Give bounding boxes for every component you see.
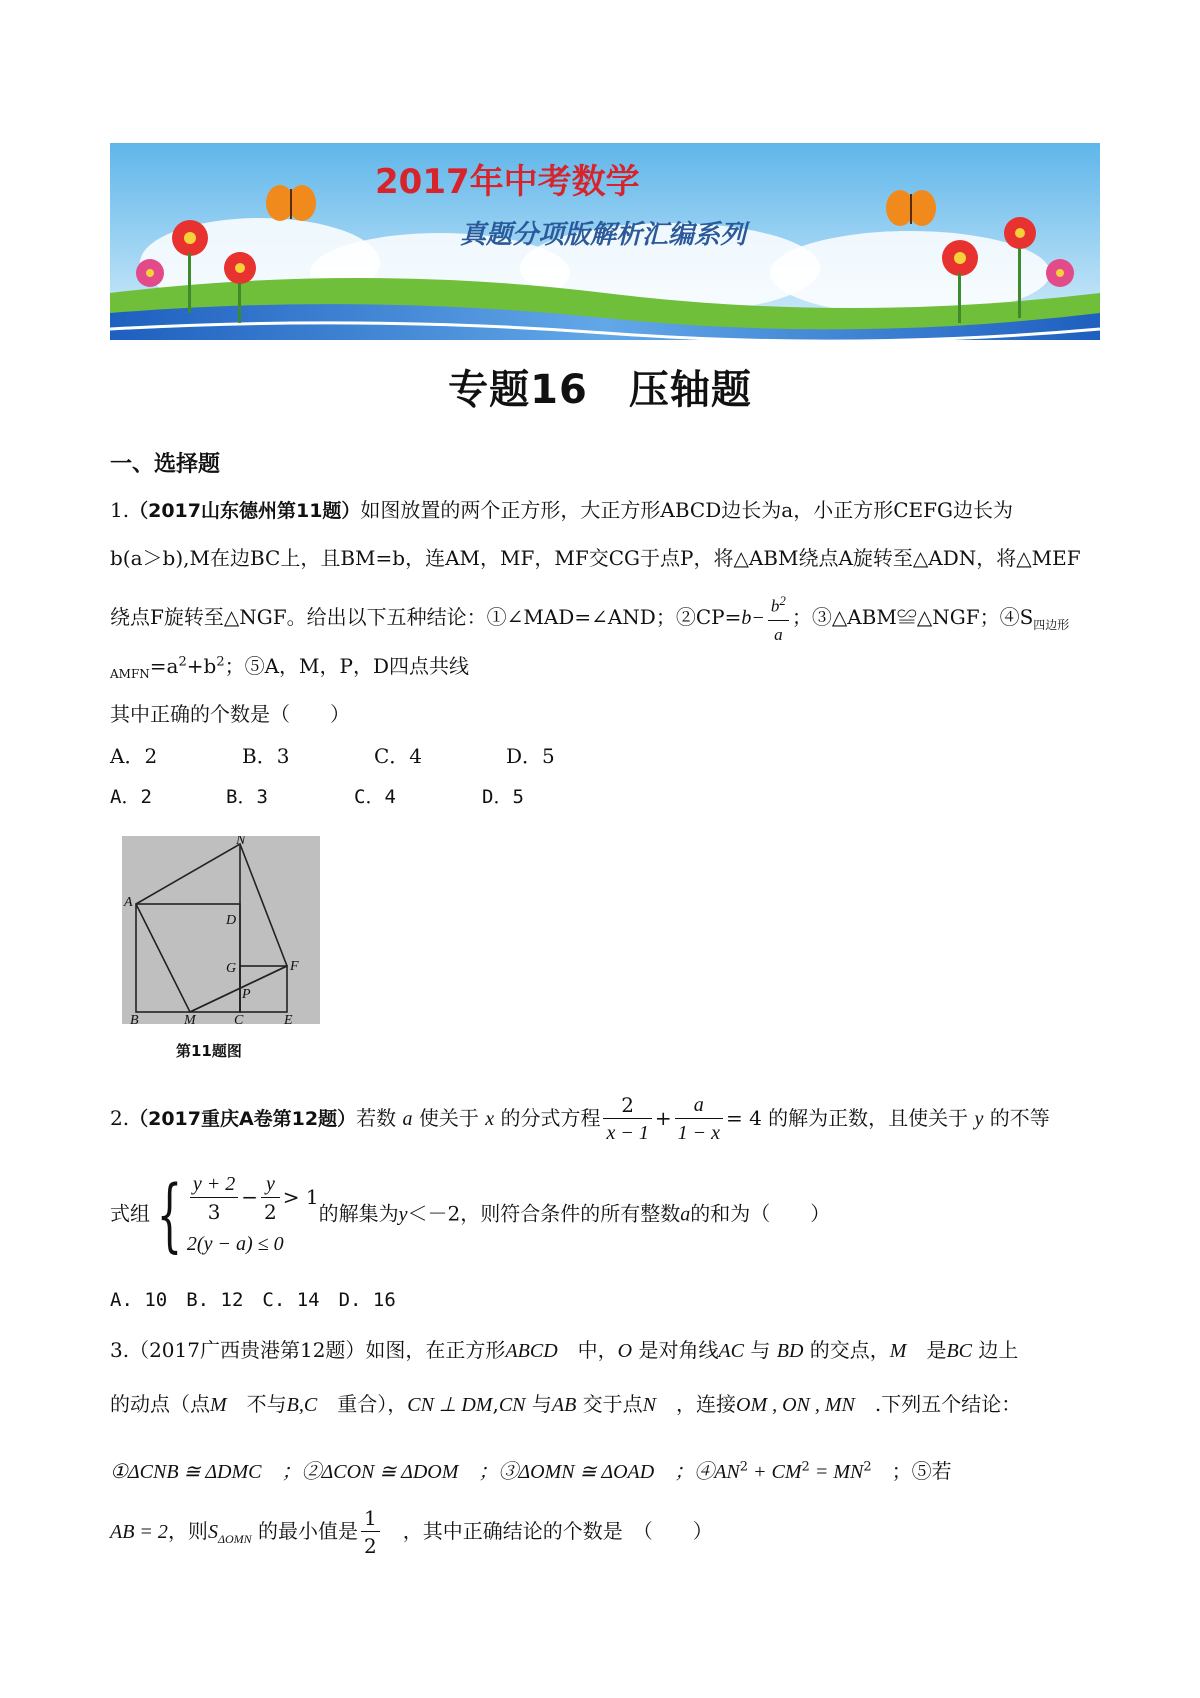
q1-line-4 bbox=[110, 650, 469, 681]
label-g: G bbox=[226, 961, 237, 976]
q3-half bbox=[361, 1505, 380, 1560]
q1-text-4b: +b bbox=[186, 654, 217, 678]
q3-n: N bbox=[642, 1394, 656, 1416]
q2-text-2a: 式组 bbox=[110, 1201, 150, 1226]
q1-text-4c: ；⑤A，M，P，D四点共线 bbox=[224, 654, 470, 678]
label-c: C bbox=[234, 1013, 244, 1024]
header-banner bbox=[110, 143, 1100, 340]
q2-var-a: a bbox=[402, 1108, 413, 1130]
q2-text-1b: 使关于 bbox=[418, 1106, 479, 1130]
q3-comma: , bbox=[492, 1392, 499, 1416]
label-m: M bbox=[184, 1013, 196, 1024]
label-p: P bbox=[242, 987, 251, 1002]
q2-line-2 bbox=[110, 1168, 830, 1262]
q2-source: （2017重庆A卷第12题） bbox=[129, 1108, 357, 1130]
q3-half-den: 2 bbox=[364, 1534, 377, 1558]
q2-text-1e: 的不等 bbox=[989, 1106, 1050, 1130]
q1-number: 1. bbox=[110, 498, 130, 522]
q3-text-1d: 与 bbox=[750, 1338, 771, 1362]
q3-sup-1: 2 bbox=[739, 1459, 749, 1475]
q2-s1-num1: y + 2 bbox=[190, 1171, 238, 1198]
q3-bc: BC bbox=[946, 1340, 973, 1362]
q1-frac-num: b bbox=[770, 596, 780, 616]
q3-cn: CN bbox=[498, 1394, 526, 1416]
q3-text-3end: ；⑤若 bbox=[891, 1459, 952, 1483]
q1-sup-2: 2 bbox=[216, 654, 225, 670]
banner-subheading: 真题分项版解析汇编系列 bbox=[460, 220, 747, 250]
q1-source: （2017山东德州第11题） bbox=[129, 500, 361, 522]
q2-options: A. 10 B. 12 C. 14 D. 16 bbox=[110, 1289, 396, 1311]
q2-s1-den1: 3 bbox=[207, 1200, 221, 1224]
q2-fraction-1 bbox=[603, 1092, 651, 1147]
q1-frac-sup: 2 bbox=[779, 593, 786, 608]
q2-text-2b: 的解集为 bbox=[318, 1201, 399, 1226]
q3-half-num: 1 bbox=[361, 1505, 380, 1532]
q3-s: S bbox=[207, 1521, 218, 1543]
q1-figure-caption: 第11题图 bbox=[176, 1042, 242, 1060]
q3-text-2c: 重合）， bbox=[337, 1392, 408, 1416]
page-title: 专题16 压轴题 bbox=[448, 367, 752, 413]
q1-text-4a: =a bbox=[149, 654, 179, 678]
q1-sup-1: 2 bbox=[178, 654, 187, 670]
q3-ac: AC bbox=[718, 1340, 745, 1362]
q2-brace: { bbox=[156, 1168, 183, 1261]
q2-s1-den2: 2 bbox=[264, 1200, 277, 1224]
q3-text-4b: 的最小值是 bbox=[258, 1519, 359, 1543]
q3-o: O bbox=[617, 1340, 633, 1362]
q2-f1-den: x − 1 bbox=[606, 1122, 649, 1144]
banner-heading: 2017年中考数学 bbox=[375, 162, 640, 202]
q1-line-3 bbox=[110, 588, 1069, 649]
q3-text-1g: 边上 bbox=[978, 1338, 1019, 1362]
q2-text-2d: 的和为（ ） bbox=[690, 1201, 831, 1226]
q1-option-a: A．2 bbox=[110, 744, 158, 768]
q1-sub-quad: 四边形 bbox=[1033, 617, 1070, 632]
q2-text-2c: ＜－2，则符合条件的所有整数 bbox=[407, 1201, 681, 1226]
q2-text-1d: 的解为正数，且使关于 bbox=[768, 1106, 969, 1130]
q1-option-b: B．3 bbox=[242, 744, 290, 768]
banner-illustration bbox=[110, 143, 1100, 340]
q1-ask: 其中正确的个数是（ ） bbox=[110, 702, 350, 726]
label-n: N bbox=[236, 836, 246, 848]
q3-bc-2: B,C bbox=[286, 1394, 318, 1416]
q1-options-b bbox=[110, 782, 524, 809]
q3-text-1a: 3.（2017广西贵港第12题）如图，在正方形 bbox=[110, 1338, 506, 1362]
q3-an: AN bbox=[714, 1461, 740, 1483]
q3-ab-eq: AB = 2 bbox=[110, 1521, 168, 1543]
q1-option-c-alt: C．4 bbox=[354, 786, 396, 808]
q3-line-3 bbox=[110, 1455, 952, 1484]
q2-var-a-2: a bbox=[680, 1203, 691, 1226]
q2-var-y-2: y bbox=[398, 1203, 408, 1226]
q3-abcd: ABCD bbox=[505, 1340, 558, 1362]
q2-system bbox=[187, 1168, 319, 1262]
q3-bd: BD bbox=[776, 1340, 804, 1362]
q1-text-1: 如图放置的两个正方形，大正方形ABCD边长为a，小正方形CEFG边长为 bbox=[360, 498, 1013, 522]
label-a: A bbox=[124, 895, 133, 910]
q2-f2-num: a bbox=[675, 1092, 723, 1119]
q2-number: 2. bbox=[110, 1106, 130, 1130]
q2-line-1 bbox=[110, 1092, 1050, 1147]
q2-s1-minus: − bbox=[241, 1185, 259, 1209]
q3-ab: AB bbox=[551, 1394, 577, 1416]
q3-text-1b: 中， bbox=[577, 1338, 618, 1362]
q2-text-1c: 的分式方程 bbox=[500, 1106, 601, 1130]
q3-conclusions: ①ΔCNB ≅ ΔDMC ；②ΔCON ≅ ΔDOM ；③ΔOMN ≅ ΔOAD ；④ bbox=[110, 1461, 715, 1483]
q2-f2-den: 1 − x bbox=[677, 1122, 720, 1144]
q3-text-1e: 的交点， bbox=[809, 1338, 890, 1362]
q1-text-3c: ；③△ABM≌△NGF；④S bbox=[791, 604, 1034, 629]
q2-var-y: y bbox=[974, 1108, 984, 1130]
q2-f1-num: 2 bbox=[603, 1092, 651, 1119]
q3-text-2f: ，连接 bbox=[676, 1392, 736, 1416]
q1-option-c: C．4 bbox=[374, 744, 423, 768]
q3-text-2g: .下列五个结论： bbox=[874, 1392, 1022, 1416]
q3-text-2d: 与 bbox=[531, 1392, 552, 1416]
q2-plus: + bbox=[654, 1106, 672, 1130]
q3-text-4a: ，则 bbox=[167, 1519, 208, 1543]
q3-text-1f: 是 bbox=[926, 1338, 947, 1362]
q3-text-2a: 的动点（点 bbox=[110, 1392, 210, 1416]
q1-line-1 bbox=[110, 494, 1013, 523]
q2-s1-rest: > 1 bbox=[282, 1185, 319, 1209]
q3-s-sub: ΔOMN bbox=[217, 1532, 252, 1546]
q3-sup-2: 2 bbox=[801, 1459, 810, 1475]
q1-option-d: D．5 bbox=[506, 744, 555, 768]
geometry-diagram bbox=[122, 836, 320, 1024]
q1-frac-den: a bbox=[774, 624, 783, 644]
q2-eq: = 4 bbox=[725, 1106, 762, 1130]
q2-s1-num2: y bbox=[261, 1171, 280, 1198]
q1-sub-amfn: AMFN bbox=[110, 667, 150, 681]
q1-option-d-alt: D．5 bbox=[482, 786, 524, 808]
q1-line-2: b(a＞b),M在边BC上，且BM=b，连AM，MF，MF交CG于点P，将△ABM绕点A旋转至△ADN，将△MEF bbox=[110, 546, 1081, 570]
q3-sup-3: 2 bbox=[863, 1459, 872, 1475]
q3-text-4c: ，其中正确结论的个数是 （ ） bbox=[402, 1519, 713, 1543]
q1-fraction bbox=[768, 588, 789, 649]
q3-m: M bbox=[889, 1340, 907, 1362]
q2-text-1a: 若数 bbox=[356, 1106, 397, 1130]
q3-text-2b: 不与 bbox=[246, 1392, 287, 1416]
label-b: B bbox=[130, 1013, 139, 1024]
label-e: E bbox=[284, 1013, 293, 1024]
section-heading: 一、选择题 bbox=[110, 452, 221, 477]
q2-fraction-2 bbox=[675, 1092, 723, 1147]
q3-eq-mn: = MN bbox=[809, 1461, 864, 1483]
q1-option-b-alt: B．3 bbox=[226, 786, 268, 808]
q3-line-2 bbox=[110, 1388, 1021, 1417]
q1-text-3a: 绕点F旋转至△NGF。给出以下五种结论：①∠MAD=∠AND；②CP= bbox=[110, 604, 742, 629]
q3-list: OM , ON , MN bbox=[736, 1394, 855, 1416]
q1-expr-b: b− bbox=[741, 606, 765, 629]
q3-m-2: M bbox=[210, 1394, 227, 1416]
q1-option-a-alt: A．2 bbox=[110, 786, 152, 808]
q2-var-x: x bbox=[485, 1108, 495, 1130]
q3-plus-cm: + CM bbox=[748, 1461, 802, 1483]
q2-s2: 2(y − a) ≤ 0 bbox=[186, 1233, 284, 1255]
label-d: D bbox=[226, 913, 237, 928]
q1-options-a bbox=[110, 740, 555, 769]
q3-text-2e: 交于点 bbox=[582, 1392, 643, 1416]
label-f: F bbox=[290, 959, 299, 974]
q3-line-4 bbox=[110, 1505, 713, 1560]
q3-line-1 bbox=[110, 1334, 1018, 1363]
q1-figure bbox=[122, 836, 320, 1024]
q3-text-1c: 是对角线 bbox=[638, 1338, 719, 1362]
q3-perp: CN ⊥ DM bbox=[407, 1394, 493, 1416]
